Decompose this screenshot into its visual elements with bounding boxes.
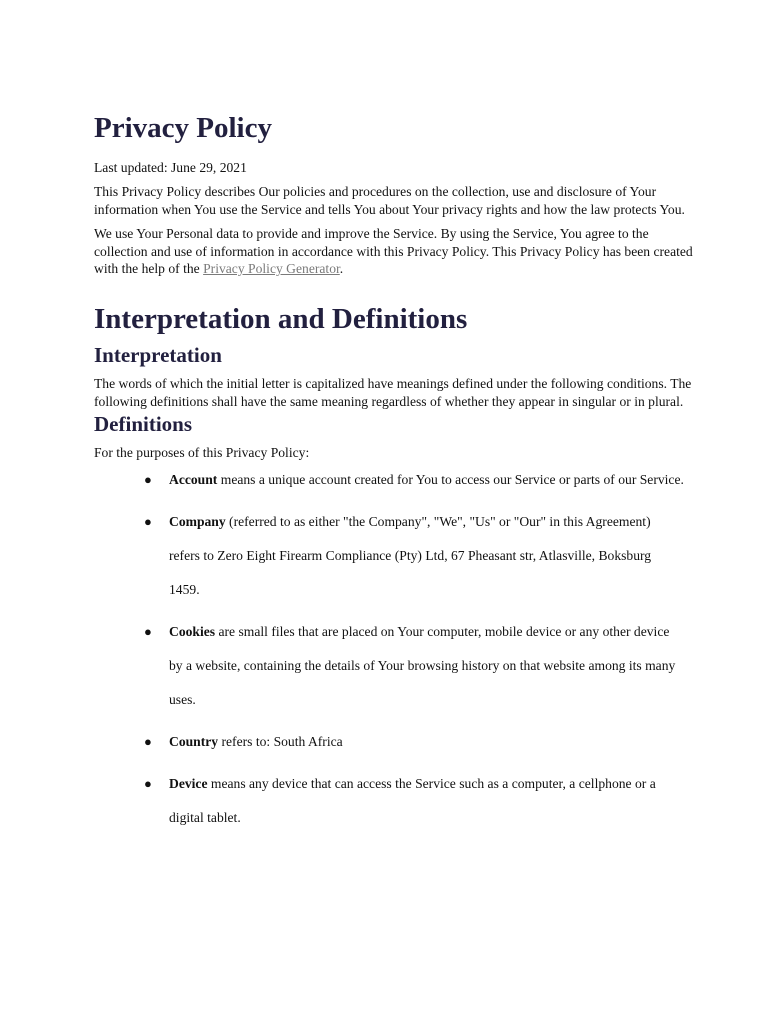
privacy-policy-document — [94, 108, 694, 843]
bullet-icon: ● — [144, 733, 152, 749]
interpretation-heading: Interpretation — [94, 343, 222, 368]
last-updated: Last updated: June 29, 2021 — [94, 160, 247, 175]
intro-paragraph: This Privacy Policy describes Our policies and procedures on the collection, use and disclosure of Your information when You use the Service and tells You about Your privacy rights and how the law protects You. — [94, 184, 685, 217]
definition-item-country — [94, 725, 684, 759]
page-title: Privacy Policy — [94, 112, 272, 144]
definition-text: are small files that are placed on Your computer, mobile device or any other device by a website, containing the details of Your browsing history on that website among its many uses. — [169, 623, 676, 707]
definition-item-account — [94, 463, 684, 497]
definition-term: Cookies — [169, 623, 216, 639]
bullet-icon: ● — [144, 471, 152, 487]
definition-text: refers to: South Africa — [218, 733, 343, 749]
section-heading-interpretation-definitions: Interpretation and Definitions — [94, 303, 468, 336]
privacy-policy-generator-link[interactable]: Privacy Policy Generator — [203, 261, 340, 277]
usage-paragraph — [94, 225, 694, 277]
definition-item-company — [94, 505, 684, 607]
definition-term: Company — [169, 513, 226, 529]
bullet-icon: ● — [144, 623, 152, 639]
definition-text: means any device that can access the Service such as a computer, a cellphone or a digital tablet. — [169, 775, 656, 825]
usage-paragraph-text: We use Your Personal data to provide and improve the Service. By using the Service, You agree to the collection and use of information in accordance with this Privacy Policy. This Privacy Policy has been created with the help of the — [94, 226, 693, 277]
definitions-heading: Definitions — [94, 412, 193, 437]
definition-item-device — [94, 767, 684, 835]
definitions-intro: For the purposes of this Privacy Policy: — [94, 445, 310, 461]
definition-text: means a unique account created for You to access our Service or parts of our Service. — [217, 471, 684, 487]
definition-text: (referred to as either "the Company", "We", "Us" or "Our" in this Agreement) refers to Zero Eight Firearm Compliance (Pty) Ltd, 67 Pheasant str, Atlasville, Boksburg 1459. — [169, 513, 652, 597]
definition-term: Country — [169, 733, 219, 749]
definition-item-cookies — [94, 615, 684, 717]
definitions-list — [94, 463, 694, 835]
definition-term: Account — [169, 471, 218, 487]
interpretation-text: The words of which the initial letter is capitalized have meanings defined under the following conditions. The following definitions shall have the same meaning regardless of whether they appear in singular or in plural. — [94, 376, 692, 409]
usage-paragraph-end: . — [339, 261, 344, 277]
bullet-icon: ● — [144, 775, 152, 791]
bullet-icon: ● — [144, 513, 152, 529]
definition-term: Device — [169, 775, 208, 791]
